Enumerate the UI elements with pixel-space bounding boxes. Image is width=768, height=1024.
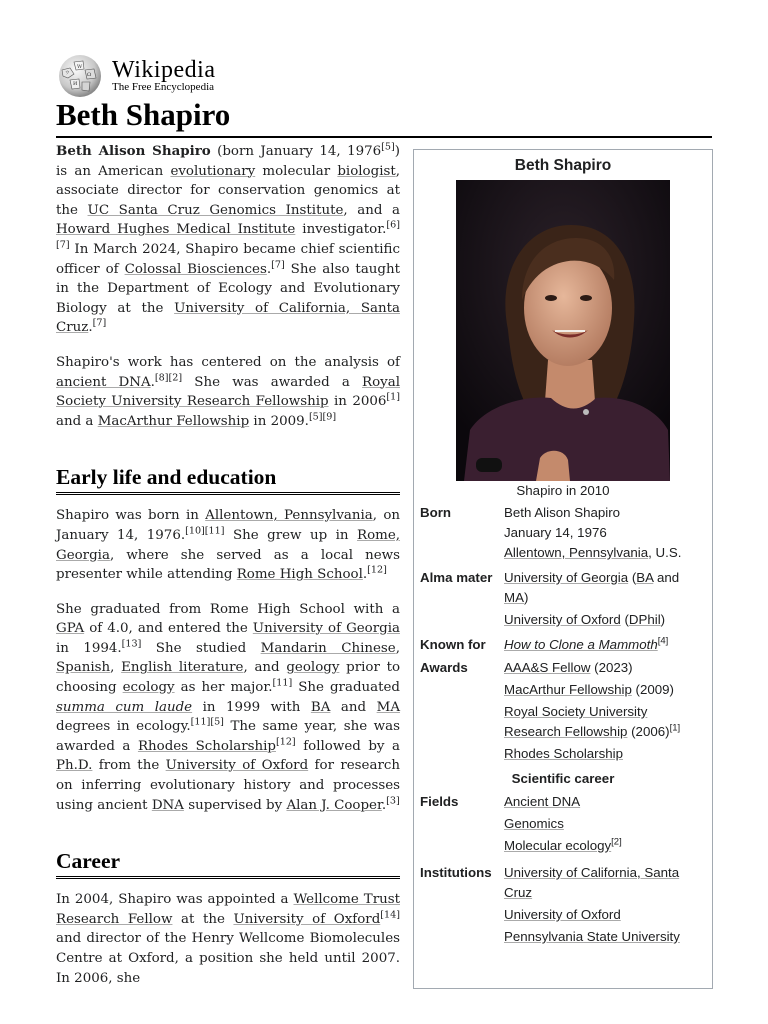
infobox-label-born: Born [420, 505, 452, 520]
section-heading-early-life: Early life and education [56, 463, 400, 495]
link-macarthur-fellowship[interactable]: MacArthur Fellowship [504, 682, 632, 697]
link-gpa[interactable]: GPA [56, 621, 85, 637]
infobox-label-awards: Awards [420, 660, 468, 675]
link-rome-georgia[interactable]: Rome, Georgia [56, 527, 401, 563]
photo-caption: Shapiro in 2010 [516, 483, 610, 498]
link-ancient-dna[interactable]: ancient DNA [56, 374, 151, 390]
citation-link[interactable]: [13] [121, 638, 142, 650]
citation-link[interactable]: [7] [92, 317, 107, 329]
link-aaas-fellow[interactable]: AAA&S Fellow [504, 660, 591, 675]
link-university-of-georgia[interactable]: University of Georgia [252, 621, 400, 637]
infobox [413, 149, 713, 989]
link-ma[interactable]: MA [376, 699, 400, 715]
link-english-literature[interactable]: English literature [121, 660, 244, 676]
citation-link[interactable]: [12] [275, 736, 296, 748]
citation-link[interactable]: [11][5] [190, 716, 224, 728]
link-university-of-oxford[interactable]: University of Oxford [165, 758, 309, 774]
citation-link[interactable]: [5] [381, 141, 395, 153]
citation-link[interactable]: [2] [611, 836, 622, 848]
svg-text:ウ: ウ [65, 71, 70, 76]
wikipedia-logo[interactable] [56, 54, 216, 98]
link-summa-cum-laude[interactable]: summa cum laude [56, 699, 193, 715]
link-genomics[interactable]: Genomics [504, 816, 564, 831]
wikipedia-wordmark: Wikipedia [112, 56, 216, 83]
portrait-photo[interactable] [456, 180, 670, 481]
svg-text:Ω: Ω [87, 72, 92, 78]
citation-link[interactable]: [11] [272, 677, 293, 689]
citation-link[interactable]: [1] [669, 722, 681, 734]
born-name: Beth Alison Shapiro [504, 505, 621, 520]
portrait-illustration [456, 180, 670, 481]
infobox-label-institutions: Institutions [420, 865, 492, 880]
infobox-row-fields [420, 792, 706, 858]
wikipedia-globe-icon [56, 54, 104, 98]
link-colossal-biosciences[interactable]: Colossal Biosciences [124, 261, 267, 277]
infobox-label-alma-mater: Alma mater [420, 570, 493, 585]
title-divider [56, 136, 712, 138]
wikipedia-tagline: The Free Encyclopedia [112, 80, 215, 93]
early-life-paragraph-1: Shapiro was born in Allentown, Pennsylvania, on January 14, 1976.[10][11] She grew up in Rome, Georgia, where she served as a local news presenter while attending Rome High School.[12] [56, 508, 401, 583]
infobox-title: Beth Shapiro [514, 157, 612, 174]
link-biologist[interactable]: biologist [337, 163, 396, 179]
citation-link[interactable]: [6][7] [56, 219, 400, 251]
link-dna[interactable]: DNA [151, 797, 184, 813]
link-university-of-oxford[interactable]: University of Oxford [504, 907, 621, 922]
career-paragraph-1: In 2004, Shapiro was appointed a Wellcome Trust Research Fellow at the University of Oxford[14] and director of the Henry Wellcome Biomolecules Centre at Oxford, a position she held until 2007. In 2006, she [56, 892, 400, 986]
link-evolutionary[interactable]: evolutionary [170, 163, 256, 179]
link-rome-high-school[interactable]: Rome High School [236, 567, 363, 583]
link-mandarin-chinese[interactable]: Mandarin Chinese [260, 640, 396, 656]
link-ba[interactable]: BA [636, 570, 654, 585]
link-pennsylvania-state-university[interactable]: Pennsylvania State University [504, 929, 680, 944]
link-university-of-oxford[interactable]: University of Oxford [504, 612, 621, 627]
citation-link[interactable]: [4] [657, 635, 669, 647]
link-alan-j-cooper[interactable]: Alan J. Cooper [286, 797, 382, 813]
link-how-to-clone-a-mammoth[interactable]: How to Clone a Mammoth [504, 637, 658, 652]
link-university-of-oxford[interactable]: University of Oxford [233, 911, 381, 927]
link-royal-society-fellowship[interactable]: Royal Society University Research Fellowship [504, 704, 648, 739]
article-body [56, 142, 400, 1003]
infobox-row-institutions [420, 863, 706, 949]
link-molecular-ecology[interactable]: Molecular ecology [504, 838, 612, 853]
svg-text:W: W [77, 64, 83, 70]
link-rhodes-scholarship[interactable]: Rhodes Scholarship [504, 746, 624, 761]
link-howard-hughes-medical-institute[interactable]: Howard Hughes Medical Institute [56, 222, 296, 238]
link-geology[interactable]: geology [286, 660, 340, 676]
link-uc-santa-cruz-genomics-institute[interactable]: UC Santa Cruz Genomics Institute [87, 202, 344, 218]
citation-link[interactable]: [3] [386, 795, 400, 807]
link-born-place[interactable]: Allentown, Pennsylvania [504, 545, 649, 560]
infobox-label-known-for: Known for [420, 637, 486, 652]
link-royal-society-fellowship[interactable]: Royal Society University Research Fellowship [56, 374, 401, 410]
lead-paragraph-2: Shapiro's work has centered on the analysis of ancient DNA.[8][2] She was awarded a Royal Society University Research Fellowship in 2006[1] and a MacArthur Fellowship in 2009.[5][9] [56, 354, 401, 429]
lead-paragraph-1: Beth Alison Shapiro (born January 14, 1976[5]) is an American evolutionary molecular biologist, associate director for conservation genomics at the UC Santa Cruz Genomics Institute, and a Howard Hughes Medical Institute investigator.[6][7] In March 2024, Shapiro became chief scientific officer of Colossal Biosciences.[7] She also taught in the Department of Ecology and Evolutionary Biology at the University of California, Santa Cruz.[7] [56, 141, 401, 336]
infobox-row-known-for [420, 635, 706, 655]
link-allentown-pennsylvania[interactable]: Allentown, Pennsylvania [205, 508, 373, 524]
citation-link[interactable]: [7] [271, 259, 285, 271]
link-university-of-california-santa-cruz[interactable]: University of California, Santa Cruz [56, 300, 400, 336]
infobox-row-alma-mater: Alma mater University of Georgia (BA and MA) University of Oxford (DPhil) [420, 568, 706, 632]
link-ecology[interactable]: ecology [122, 680, 175, 696]
link-wellcome-trust-research-fellow[interactable]: Wellcome Trust Research Fellow [56, 892, 400, 927]
infobox-row-awards: Awards AAA&S Fellow (2023) MacArthur Fellowship (2009) Royal Society University Research Fellowship (2006)[1] Rhodes Scholarship [420, 658, 706, 766]
link-ancient-dna[interactable]: Ancient DNA [504, 794, 581, 809]
svg-text:И: И [73, 81, 78, 87]
citation-link[interactable]: [5][9] [308, 411, 337, 423]
link-phd[interactable]: Ph.D. [56, 758, 93, 774]
citation-link[interactable]: [1] [386, 391, 401, 403]
link-macarthur-fellowship[interactable]: MacArthur Fellowship [97, 413, 250, 429]
citation-link[interactable]: [8][2] [154, 372, 183, 384]
link-ma[interactable]: MA [504, 590, 524, 605]
link-dphil[interactable]: DPhil [628, 612, 661, 627]
link-spanish[interactable]: Spanish [56, 660, 111, 676]
infobox-section-scientific-career: Scientific career [511, 771, 615, 786]
born-date: January 14, 1976 [504, 525, 607, 540]
citation-link[interactable]: [12] [367, 564, 387, 576]
citation-link[interactable]: [14] [380, 909, 400, 921]
citation-link[interactable]: [10][11] [185, 525, 225, 537]
section-heading-career: Career [56, 847, 400, 879]
infobox-row-born: Born Beth Alison Shapiro January 14, 1976 Allentown, Pennsylvania, U.S. [420, 503, 706, 563]
early-life-paragraph-2: She graduated from Rome High School with a GPA of 4.0, and entered the University of Georgia in 1994.[13] She studied Mandarin Chinese, Spanish, English literature, and geology prior to choosing ecology as her major.[11] She graduated summa cum laude in 1999 with BA and MA degrees in ecology.[11][5] The same year, she was awarded a Rhodes Scholarship[12] followed by a Ph.D. from the University of Oxford for research on inferring evolutionary history and processes using ancient DNA supervised by Alan J. Cooper.[3] [56, 601, 401, 813]
infobox-label-fields: Fields [420, 794, 459, 809]
link-rhodes-scholarship[interactable]: Rhodes Scholarship [137, 738, 276, 754]
link-university-of-georgia[interactable]: University of Georgia [504, 570, 629, 585]
page-title: Beth Shapiro [56, 97, 231, 132]
link-uc-santa-cruz[interactable]: University of California, Santa Cruz [504, 865, 680, 900]
link-ba[interactable]: BA [310, 699, 331, 715]
